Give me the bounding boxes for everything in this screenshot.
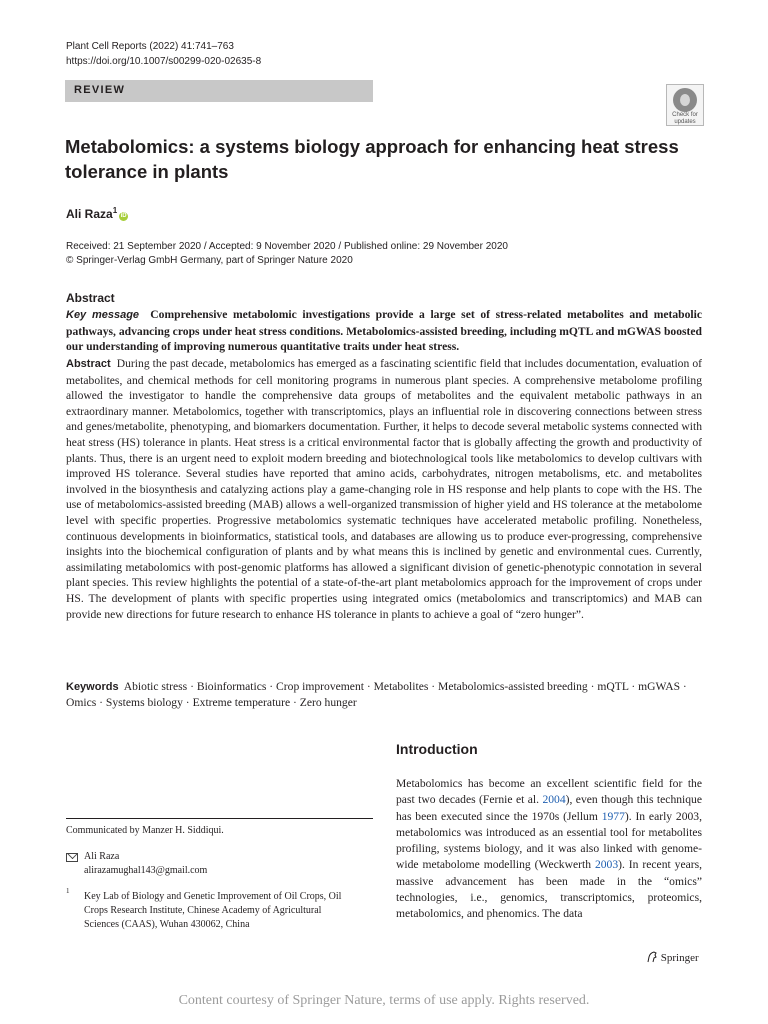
section-label: REVIEW (74, 84, 126, 96)
doi-link[interactable]: https://doi.org/10.1007/s00299-020-02635-8 (66, 56, 262, 67)
intro-text: ), even though this technique has been executed since the 1970s (Jellum (396, 793, 702, 823)
keywords-text: Abiotic stress · Bioinformatics · Crop improvement · Metabolites · Metabolomics-assisted breeding · mQTL · mGWAS · Omics · Systems biology · Extreme temperature · Zero hunger (66, 680, 687, 709)
publisher-name: Springer (660, 952, 699, 964)
intro-text: ). In recent years, massive advancement has been made in the “omics” technologies, i.e., genomics, transcriptomics, proteomics, metabolomics, and phenomics. The data (396, 858, 703, 921)
springer-horse-icon (646, 951, 658, 963)
key-message-text: Comprehensive metabolomic investigations provide a large set of stress-related metabolites and metabolic pathways, advancing crops under heat stress conditions. Metabolomics-assisted breeding, including mQTL and mGWAS boosted our understanding of improving numerous quantitative traits under heat stress. (66, 308, 703, 354)
citation-link[interactable]: 2003 (594, 858, 619, 872)
communicated-by: Communicated by Manzer H. Siddiqui. (66, 825, 224, 836)
author-name[interactable]: Ali Raza (66, 207, 113, 221)
key-message-paragraph (66, 307, 702, 355)
footnote-divider (66, 818, 373, 819)
courtesy-notice: Content courtesy of Springer Nature, terms of use apply. Rights reserved. (178, 993, 590, 1008)
intro-text: Metabolomics has become an excellent scientific field for the past two decades (Fernie et al. (396, 777, 702, 807)
abstract-inline-label: Abstract (66, 358, 111, 370)
abstract-heading: Abstract (66, 291, 115, 305)
check-updates-label: Check for updates (672, 112, 698, 125)
keywords-paragraph (66, 679, 702, 711)
publisher-logo (646, 951, 699, 964)
intro-text: ). In early 2003, metabolomics was introduced as an essential tool for metabolites profiling, systems biology, and it was also linked with genome-wide metabolome modelling (Weckwerth (396, 809, 702, 872)
orcid-icon[interactable]: iD (120, 213, 127, 219)
citation-link[interactable]: 1977 (601, 809, 625, 823)
introduction-paragraph (396, 776, 702, 923)
introduction-heading: Introduction (396, 741, 478, 757)
key-message-label: Key message (66, 309, 140, 321)
abstract-text: During the past decade, metabolomics has emerged as a fascinating scientific field that includes documentation, evaluation of metabolites, and chemical methods for cell monitoring programs in numerous plant species. A comprehensive metabolome profiling allowed the investigator to handle the comprehensive data groups of metabolites and the equivalent metabolic pathways in an extraordinary manner. Metabolomics, together with transcriptomics, plays an influential role in discovering connections between stress and genes/metabolite, phenotyping, and biomarkers documentation. Further, it helps to decode several metabolic systems connected with heat stress (HS) tolerance in plants. Heat stress is a critical environmental factor that is globally affecting the growth and productivity of plants. Thus, there is an urgent need to exploit modern breeding and biotechnological tools like metabolomics to develop cultivars with improved HS tolerance. Several studies have reported that amino acids, carbohydrates, nitrogen metabolisms, etc. and metabolites involved in the biosynthesis and catalyzing actions play a game-changing role in HS response and help plants to cope with the HS. The use of metabolomics-assisted breeding (MAB) allows a well-organized transmission of higher yield and HS tolerance at the metabolome level with specific properties. Progressive metabolomics systematic techniques have accelerated metabolic profiling. Nonetheless, continuous developments in bioinformatics, statistical tools, and databases are allowing us to produce ever-progressing, comprehensive insights into the biochemical configuration of plants and by what means this is inclined by genetic and environmental cues. Currently, assimilating metabolomics with post-genomic platforms has allowed a significant division of genetic-phenotypic connotation in several plant species. This review highlights the potential of a state-of-the-art plant metabolomics approach for the improvement of crops under HS. The development of plants with specific properties using integrated omics (metabolomics and transcriptomics) and MAB can provide new directions for future research to enhance HS tolerance in plants to achieve a goal of “zero hunger”. (66, 357, 702, 621)
section-label-bar (65, 80, 373, 102)
affiliation-text: Key Lab of Biology and Genetic Improvement of Oil Crops, Oil Crops Research Institute, Chinese Academy of Agricultural Sciences (CAAS), Wuhan 430062, China (84, 891, 342, 930)
copyright-line: © Springer-Verlag GmbH Germany, part of Springer Nature 2020 (66, 255, 353, 266)
check-updates-badge[interactable] (666, 84, 704, 126)
article-title: Metabolomics: a systems biology approach for enhancing heat stress tolerance in plants (65, 136, 679, 182)
journal-reference: Plant Cell Reports (2022) 41:741–763 (66, 41, 234, 52)
citation-link[interactable]: 2004 (542, 793, 566, 807)
author-affiliation-marker: 1 (112, 206, 118, 215)
contact-email[interactable]: alirazamughal143@gmail.com (84, 865, 208, 876)
author-line (66, 206, 128, 221)
abstract-paragraph (66, 356, 702, 622)
affiliation-number: 1 (66, 887, 70, 895)
keywords-label: Keywords (66, 681, 119, 693)
publication-dates: Received: 21 September 2020 / Accepted: 9 November 2020 / Published online: 29 November 2020 (66, 241, 508, 252)
envelope-icon (66, 853, 78, 862)
contact-name: Ali Raza (84, 851, 120, 862)
check-updates-icon (673, 88, 697, 112)
